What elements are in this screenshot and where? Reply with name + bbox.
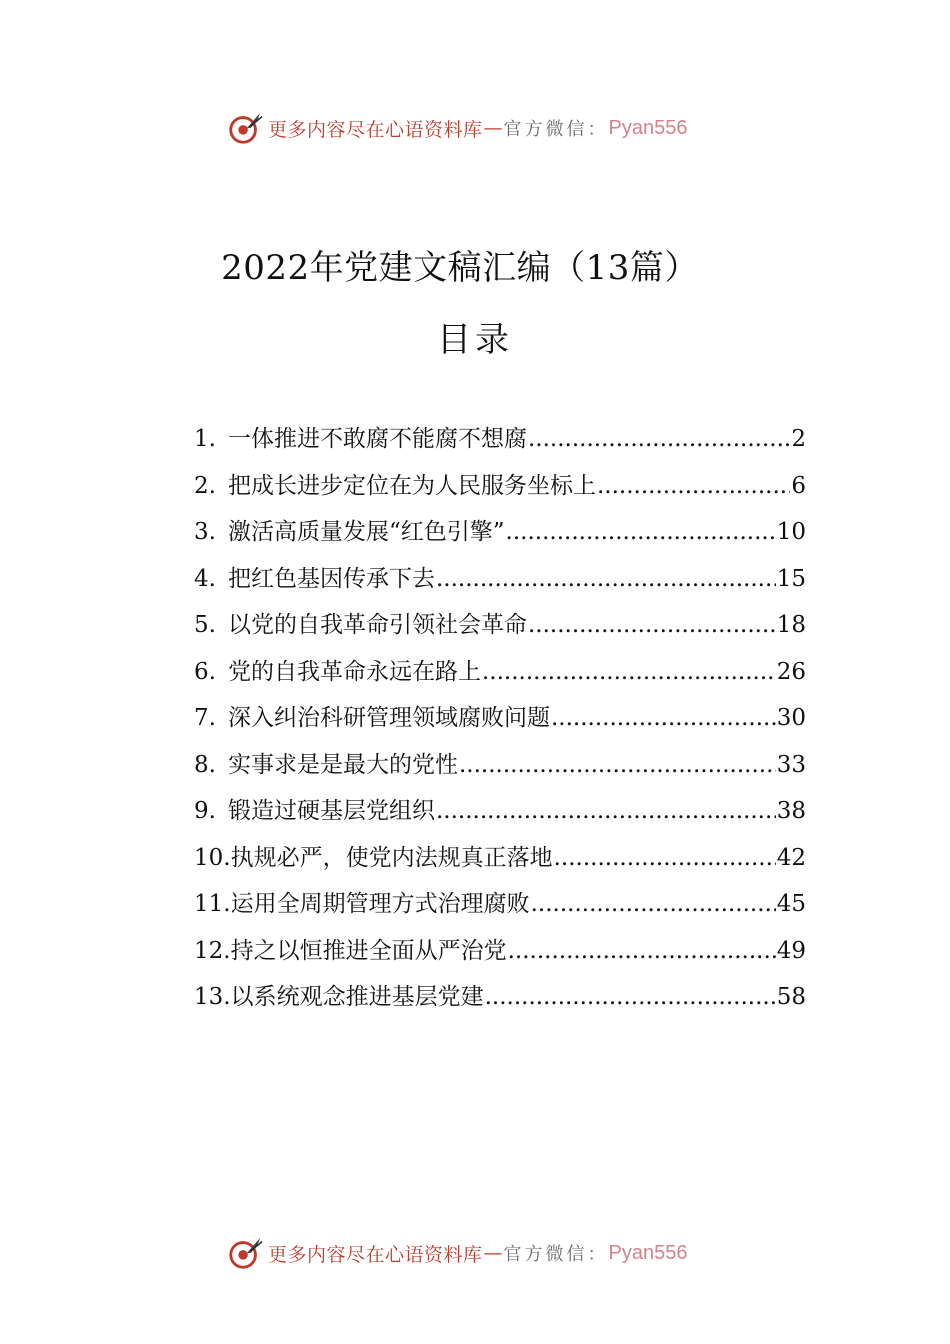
toc-item-title: 把成长进步定位在为人民服务坐标上: [228, 472, 596, 499]
toc-heading: 目录: [437, 320, 513, 360]
toc-item-page: 58: [776, 984, 806, 1010]
quill-logo-icon: [226, 109, 264, 147]
toc-item-title: 锻造过硬基层党组织: [228, 798, 435, 824]
banner-main-text: 更多内容尽在心语资料库: [268, 1243, 483, 1266]
toc-item-title: 一体推进不敢腐不能腐不想腐: [228, 426, 527, 452]
quill-logo-icon: [226, 1234, 264, 1272]
banner-wechat-label: 官方微信：: [503, 1244, 609, 1265]
banner-wechat-id: Pyan556: [608, 116, 688, 139]
toc-item-title: 执规必严，使党内法规真正落地: [230, 844, 553, 871]
toc-item-number: 13.: [194, 984, 231, 1010]
toc-leader-dots: [436, 560, 776, 598]
toc-item[interactable]: [194, 560, 806, 607]
toc-item-title: 以党的自我革命引领社会革命: [228, 612, 527, 638]
toc-leader-dots: [528, 420, 790, 458]
toc-item-number: 6.: [194, 658, 216, 685]
toc-item[interactable]: [194, 699, 806, 746]
toc-leader-dots: [508, 932, 776, 970]
header-banner: [226, 108, 687, 148]
footer-banner: [226, 1233, 687, 1273]
toc-item-page: 38: [776, 798, 806, 824]
toc-leader-dots: [531, 885, 776, 923]
toc-item[interactable]: [194, 746, 806, 793]
toc-item-page: 42: [776, 844, 806, 871]
toc-item-number: 4.: [194, 565, 216, 592]
toc-item-title: 实事求是是最大的党性: [228, 751, 458, 778]
toc-item-number: 11.: [194, 891, 231, 917]
table-of-contents: [194, 420, 806, 1025]
toc-item-title: 以系统观念推进基层党建: [230, 984, 484, 1010]
toc-item-page: 26: [776, 658, 806, 685]
banner-dash: —: [483, 1242, 503, 1264]
toc-item-page: 49: [776, 937, 806, 964]
banner-dash: —: [483, 117, 503, 139]
toc-item-page: 10: [776, 519, 806, 545]
toc-item[interactable]: [194, 606, 806, 653]
toc-item-number: 5.: [194, 612, 216, 638]
toc-item[interactable]: [194, 792, 806, 839]
toc-item[interactable]: [194, 653, 806, 700]
toc-item-number: 1.: [194, 426, 216, 452]
toc-leader-dots: [485, 978, 776, 1016]
toc-item-number: 10.: [194, 844, 231, 871]
toc-item-title: 持之以恒推进全面从严治党: [230, 937, 507, 964]
toc-item-page: 33: [776, 751, 806, 778]
toc-item-page: 45: [776, 891, 806, 917]
toc-item[interactable]: [194, 932, 806, 979]
toc-item-number: 12.: [194, 937, 231, 964]
toc-leader-dots: [551, 699, 776, 737]
toc-item-number: 8.: [194, 751, 216, 778]
toc-item-page: 30: [776, 705, 806, 731]
toc-item-page: 15: [776, 565, 806, 592]
toc-item-number: 7.: [194, 705, 216, 731]
banner-wechat-label: 官方微信：: [503, 119, 609, 140]
toc-leader-dots: [459, 746, 776, 784]
toc-leader-dots: [436, 792, 776, 830]
toc-item-title: 运用全周期管理方式治理腐败: [230, 891, 530, 917]
toc-item-title: 深入纠治科研管理领域腐败问题: [228, 705, 550, 731]
toc-item-title: 把红色基因传承下去: [228, 565, 435, 592]
banner-main-text: 更多内容尽在心语资料库: [268, 118, 483, 141]
toc-leader-dots: [528, 606, 776, 644]
toc-item-page: 18: [776, 612, 806, 638]
toc-item-page: 2: [791, 426, 806, 452]
toc-leader-dots: [506, 513, 776, 551]
document-title: 2022年党建文稿汇编（13篇）: [221, 248, 699, 288]
toc-item-page: 6: [791, 472, 806, 499]
banner-wechat-id: Pyan556: [608, 1241, 688, 1264]
toc-leader-dots: [482, 653, 776, 691]
toc-item[interactable]: [194, 839, 806, 886]
toc-leader-dots: [554, 839, 776, 877]
toc-item[interactable]: [194, 467, 806, 514]
toc-item-number: 9.: [194, 798, 216, 824]
toc-item-number: 3.: [194, 519, 216, 545]
toc-leader-dots: [597, 467, 790, 505]
toc-item[interactable]: [194, 885, 806, 932]
toc-item[interactable]: [194, 513, 806, 560]
toc-item[interactable]: [194, 978, 806, 1025]
toc-item[interactable]: [194, 420, 806, 467]
toc-item-number: 2.: [194, 472, 216, 499]
toc-item-title: 党的自我革命永远在路上: [228, 658, 481, 685]
toc-item-title: 激活高质量发展“红色引擎”: [228, 519, 505, 545]
